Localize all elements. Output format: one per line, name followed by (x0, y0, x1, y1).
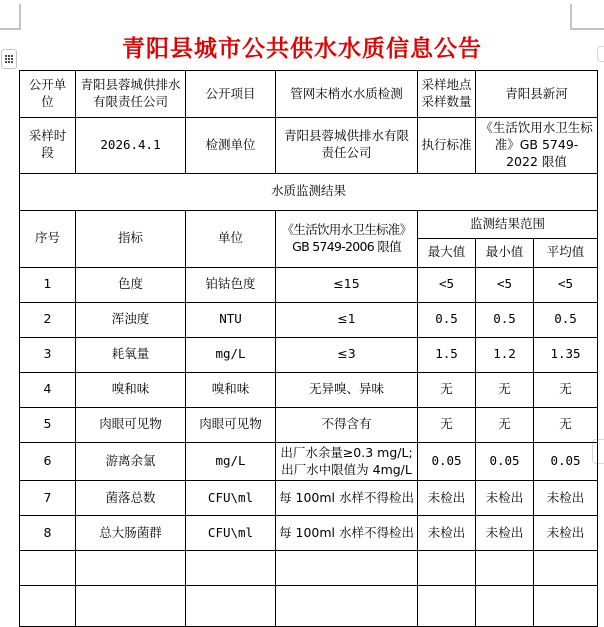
section-title-row (20, 173, 598, 210)
cell-max: 未检出 (418, 516, 476, 551)
header-row-1 (20, 210, 598, 238)
cell-unit: 铂钴色度 (186, 267, 276, 302)
value-sampling-period: 2026.4.1 (76, 118, 186, 174)
cell-min: 无 (476, 372, 534, 407)
label-sampling-site: 采样地点采样数量 (418, 71, 476, 118)
cell-max: 无 (418, 407, 476, 442)
cell-limit: 每 100ml 水样不得检出 (276, 516, 418, 551)
empty-row (20, 586, 598, 627)
cell-no: 2 (20, 302, 76, 337)
water-quality-table (19, 70, 598, 627)
col-header-max: 最大值 (418, 238, 476, 267)
cell-indicator: 菌落总数 (76, 481, 186, 516)
cell-limit: ≤3 (276, 337, 418, 372)
cell-limit: 无异嗅、异味 (276, 372, 418, 407)
value-sampling-site: 青阳县新河 (476, 71, 598, 118)
cell-min: <5 (476, 267, 534, 302)
cell-unit: mg/L (186, 337, 276, 372)
cell-no: 8 (20, 516, 76, 551)
cell-max: 未检出 (418, 481, 476, 516)
cell-max: <5 (418, 267, 476, 302)
cell-max: 1.5 (418, 337, 476, 372)
cell-avg: 无 (534, 407, 598, 442)
label-standard: 执行标准 (418, 118, 476, 174)
cell-indicator: 耗氧量 (76, 337, 186, 372)
table-row (20, 442, 598, 481)
cell-avg: 未检出 (534, 481, 598, 516)
cell-indicator: 游离余氯 (76, 442, 186, 481)
col-header-indicator: 指标 (76, 210, 186, 267)
cell-min: 无 (476, 407, 534, 442)
table-row (20, 302, 598, 337)
col-header-unit: 单位 (186, 210, 276, 267)
cell-limit: 每 100ml 水样不得检出 (276, 481, 418, 516)
cell-max: 0.5 (418, 302, 476, 337)
cell-indicator: 肉眼可见物 (76, 407, 186, 442)
info-row-2 (20, 118, 598, 174)
label-public-unit: 公开单位 (20, 71, 76, 118)
cell-min: 0.5 (476, 302, 534, 337)
col-header-no: 序号 (20, 210, 76, 267)
cell-limit: 出厂水余量≥0.3 mg/L; 出厂水中限值为 4mg/L (276, 442, 418, 481)
cell-min: 未检出 (476, 516, 534, 551)
value-testing-unit: 青阳县蓉城供排水有限责任公司 (276, 118, 418, 174)
cell-no: 7 (20, 481, 76, 516)
cell-limit: ≤15 (276, 267, 418, 302)
cell-limit: ≤1 (276, 302, 418, 337)
cell-avg: <5 (534, 267, 598, 302)
table-row (20, 267, 598, 302)
col-header-range: 监测结果范围 (418, 210, 598, 238)
col-header-limit: 《生活饮用水卫生标准》 GB 5749-2006 限值 (276, 210, 418, 267)
cell-limit: 不得含有 (276, 407, 418, 442)
cell-indicator: 色度 (76, 267, 186, 302)
cell-no: 3 (20, 337, 76, 372)
cell-min: 0.05 (476, 442, 534, 481)
cell-unit: 嗅和味 (186, 372, 276, 407)
cell-unit: CFU\ml (186, 481, 276, 516)
empty-row (20, 551, 598, 586)
table-row (20, 516, 598, 551)
cell-indicator: 总大肠菌群 (76, 516, 186, 551)
table-row (20, 481, 598, 516)
value-public-unit: 青阳县蓉城供排水有限责任公司 (76, 71, 186, 118)
col-header-min: 最小值 (476, 238, 534, 267)
cell-indicator: 浑浊度 (76, 302, 186, 337)
crop-mark-top-right-vertical (570, 4, 572, 30)
cell-avg: 未检出 (534, 516, 598, 551)
table-row (20, 407, 598, 442)
cell-avg: 1.35 (534, 337, 598, 372)
table-row (20, 372, 598, 407)
cell-indicator: 嗅和味 (76, 372, 186, 407)
label-public-item: 公开项目 (186, 71, 276, 118)
cell-avg: 无 (534, 372, 598, 407)
cell-unit: 肉眼可见物 (186, 407, 276, 442)
value-public-item: 管网末梢水水质检测 (276, 71, 418, 118)
cell-min: 未检出 (476, 481, 534, 516)
cell-no: 1 (20, 267, 76, 302)
cell-no: 5 (20, 407, 76, 442)
cell-avg: 0.05 (534, 442, 598, 481)
cell-unit: mg/L (186, 442, 276, 481)
crop-mark-top-left-vertical (19, 4, 21, 30)
cell-no: 4 (20, 372, 76, 407)
section-title: 水质监测结果 (20, 173, 598, 210)
cell-no: 6 (20, 442, 76, 481)
cell-min: 1.2 (476, 337, 534, 372)
table-row (20, 337, 598, 372)
value-standard: 《生活饮用水卫生标准》GB 5749-2022 限值 (476, 118, 598, 174)
info-row-1 (20, 71, 598, 118)
label-sampling-period: 采样时段 (20, 118, 76, 174)
cell-avg: 0.5 (534, 302, 598, 337)
col-header-avg: 平均值 (534, 238, 598, 267)
label-testing-unit: 检测单位 (186, 118, 276, 174)
page-title: 青阳县城市公共供水水质信息公告 (122, 36, 482, 62)
cell-max: 0.05 (418, 442, 476, 481)
cell-max: 无 (418, 372, 476, 407)
cell-unit: CFU\ml (186, 516, 276, 551)
cell-unit: NTU (186, 302, 276, 337)
